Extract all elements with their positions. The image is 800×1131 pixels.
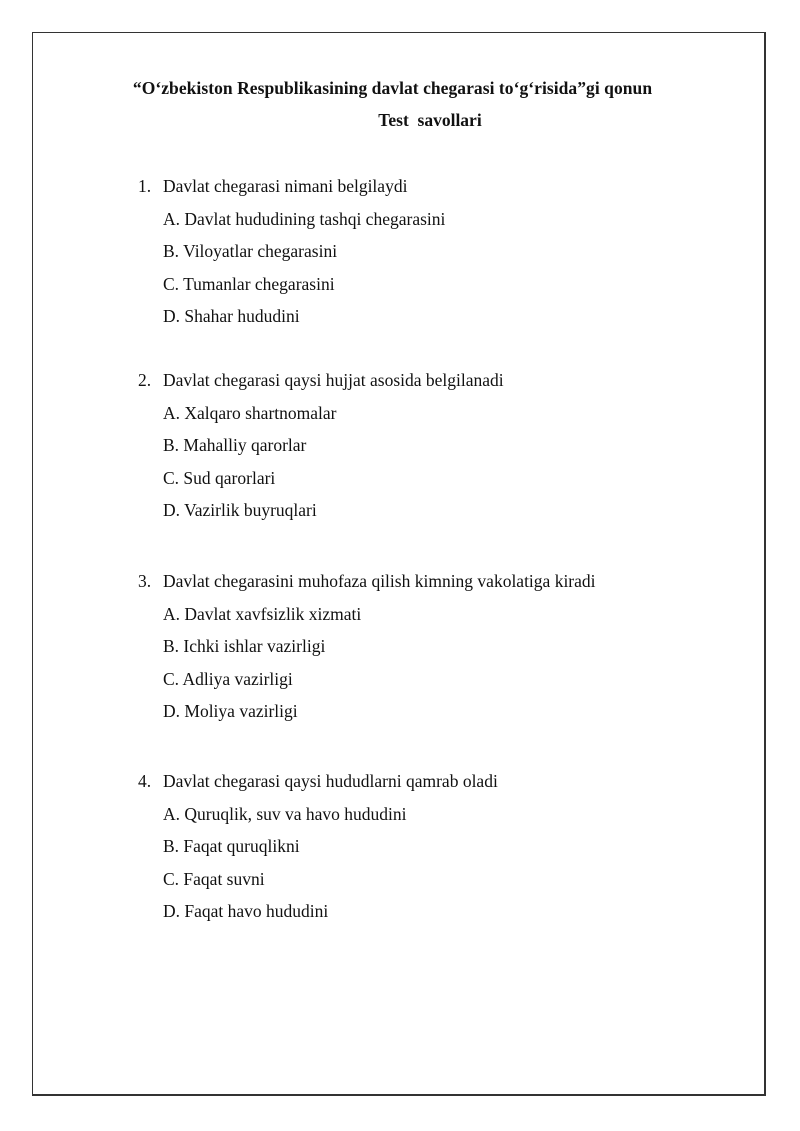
option-d: D. Vazirlik buyruqlari <box>163 500 317 520</box>
question-text <box>138 570 758 592</box>
question-text <box>138 369 758 391</box>
question-3 <box>138 570 758 722</box>
question-4 <box>138 770 758 922</box>
question-label: Davlat chegarasi nimani belgilaydi <box>163 176 408 196</box>
option-b: B. Mahalliy qarorlar <box>163 435 307 455</box>
option-a: A. Davlat hududining tashqi chegarasini <box>163 208 446 229</box>
question-number: 1. <box>138 176 152 196</box>
option-a: A. Xalqaro shartnomalar <box>163 402 337 423</box>
document-title: “O‘zbekiston Respublikasining davlat chegarasi to‘g‘risida”gi qonun <box>132 78 653 98</box>
option-b: B. Faqat quruqlikni <box>163 836 300 856</box>
option-c: C. Tumanlar chegarasini <box>163 273 335 294</box>
option-a: A. Quruqlik, suv va havo hududini <box>163 803 407 824</box>
document-subtitle: Test savollari <box>378 110 482 130</box>
question-label: Davlat chegarasini muhofaza qilish kimning vakolatiga kiradi <box>163 571 596 591</box>
question-number: 2. <box>138 370 152 390</box>
option-a: A. Davlat xavfsizlik xizmati <box>163 603 362 624</box>
question-label: Davlat chegarasi qaysi hujjat asosida belgilanadi <box>163 370 504 390</box>
option-d: D. Faqat havo hududini <box>163 901 329 921</box>
question-2 <box>138 369 758 521</box>
option-c: C. Adliya vazirligi <box>163 668 293 689</box>
option-b: B. Ichki ishlar vazirligi <box>163 636 326 656</box>
question-label: Davlat chegarasi qaysi hududlarni qamrab oladi <box>163 771 498 791</box>
option-d: D. Shahar hududini <box>163 306 300 326</box>
question-number: 3. <box>138 571 152 591</box>
option-d: D. Moliya vazirligi <box>163 701 298 721</box>
question-text <box>138 770 758 792</box>
question-text <box>138 175 758 197</box>
option-c: C. Sud qarorlari <box>163 467 276 488</box>
question-number: 4. <box>138 771 152 791</box>
option-c: C. Faqat suvni <box>163 868 265 889</box>
option-b: B. Viloyatlar chegarasini <box>163 241 338 261</box>
question-1 <box>138 175 758 327</box>
